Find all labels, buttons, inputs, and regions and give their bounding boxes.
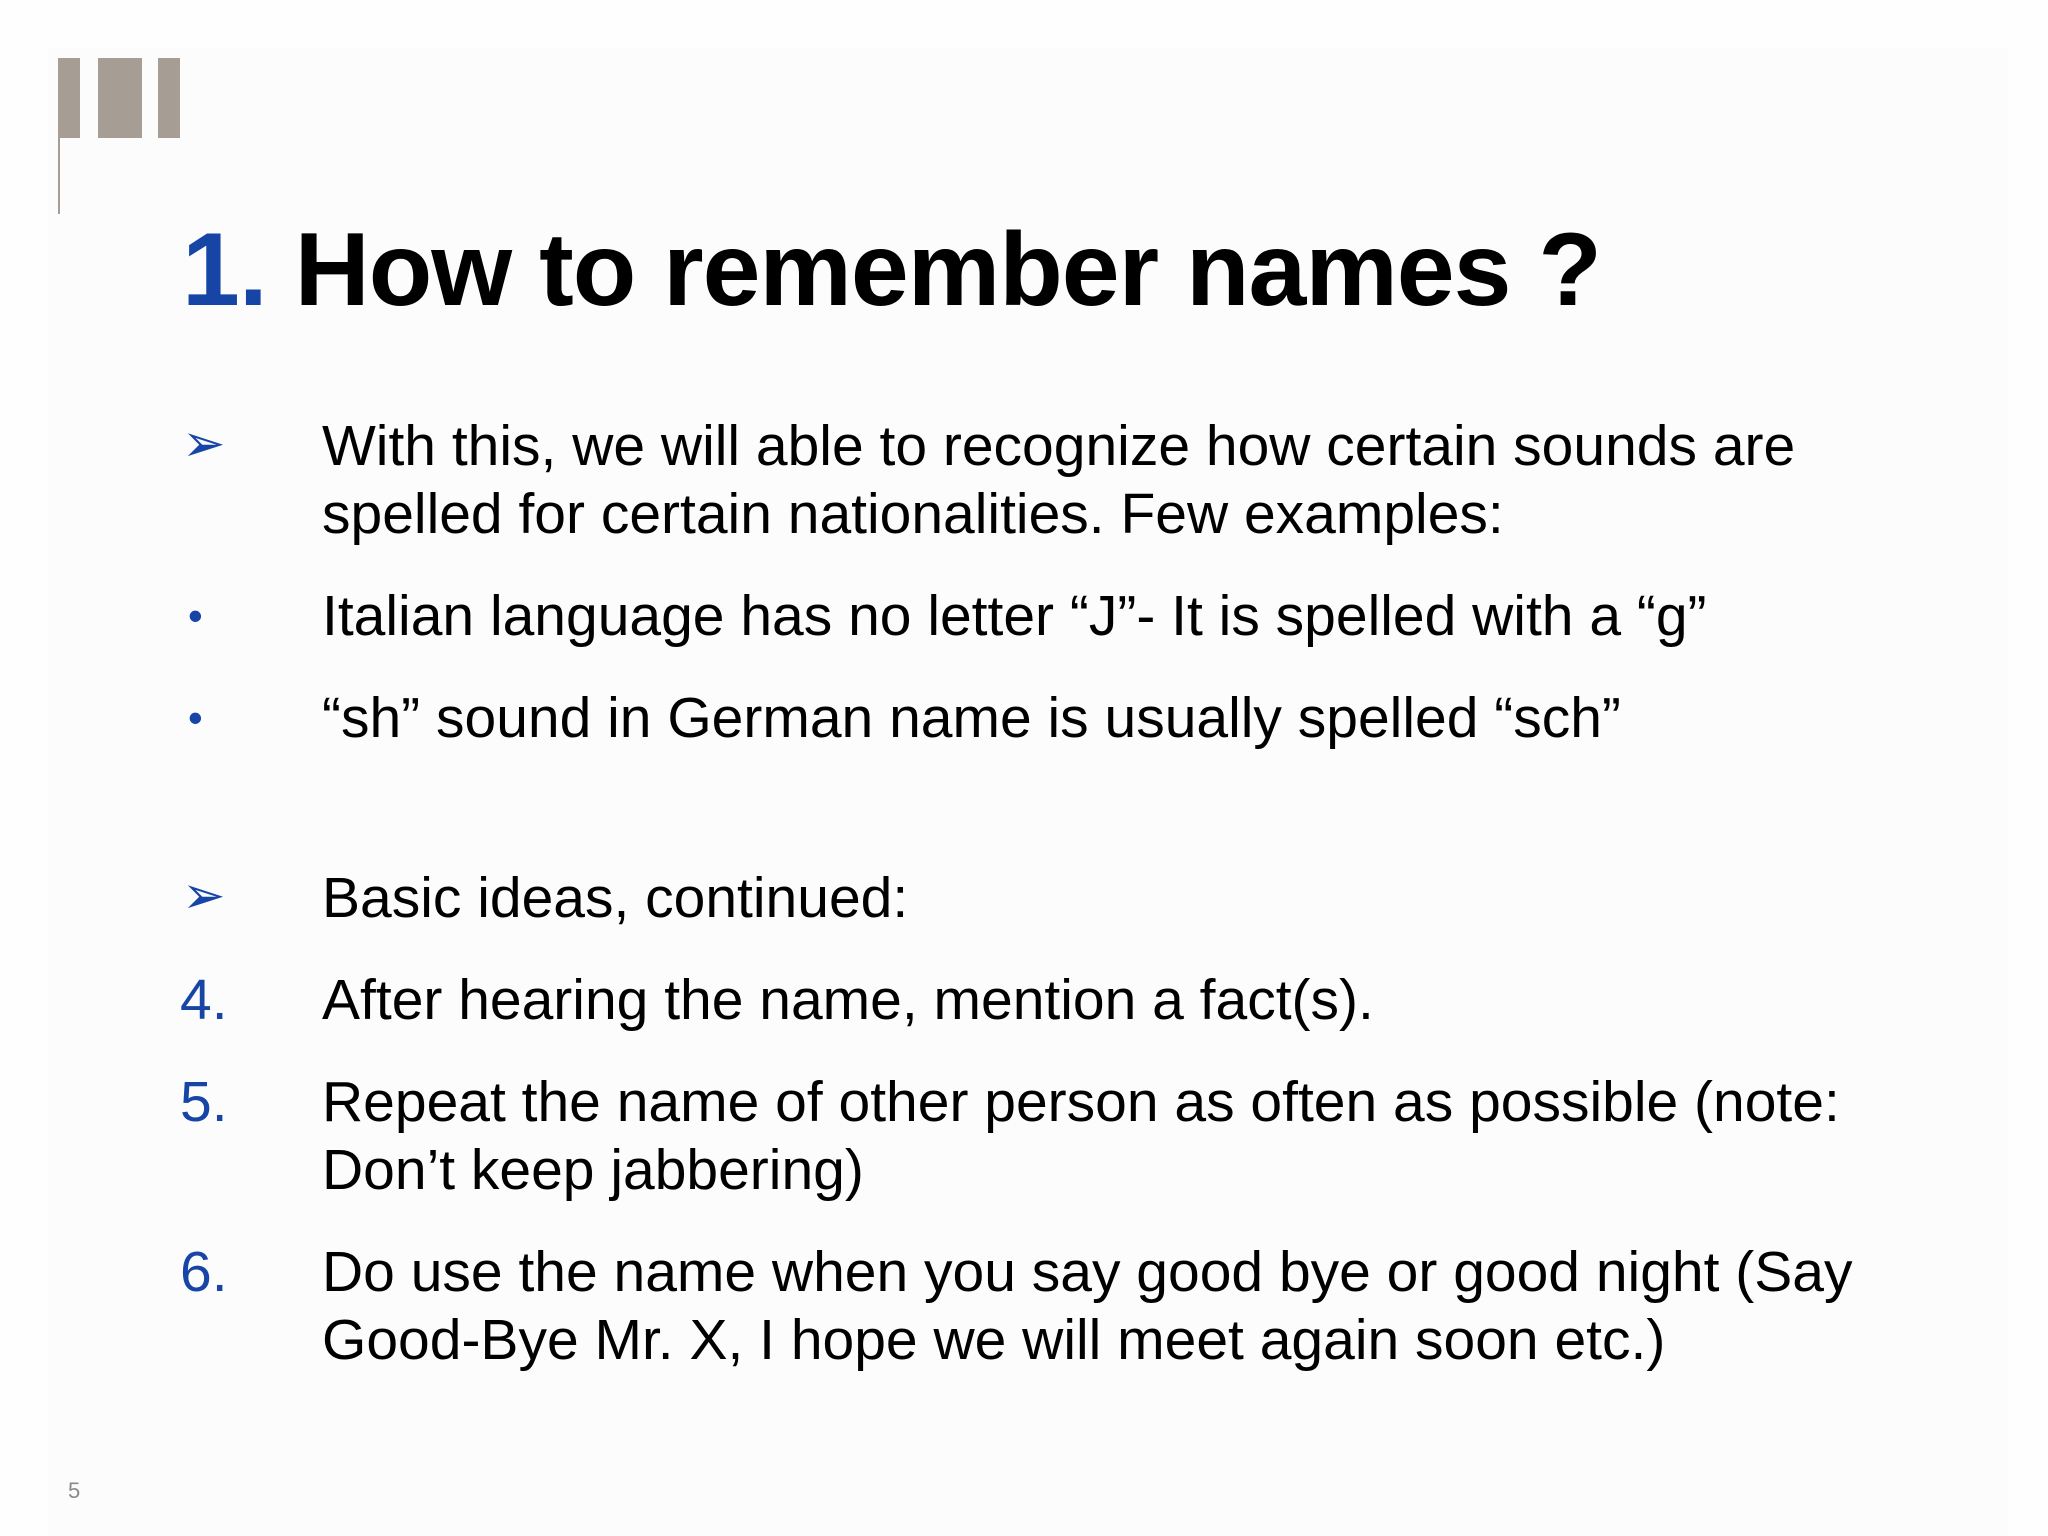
arrow-bullet-icon: ➢ <box>182 415 226 473</box>
dot-bullet-icon: • <box>188 592 203 639</box>
item-text-line: Repeat the name of other person as often as possible (note: <box>322 1070 1840 1134</box>
item-number: 4. <box>180 968 228 1032</box>
arrow-bullet-icon: ➢ <box>182 867 226 925</box>
item-text-line: spelled for certain nationalities. Few examples: <box>322 482 1504 546</box>
list-item <box>180 864 1900 932</box>
bullet-list <box>180 412 1900 1408</box>
item-text-line: “sh” sound in German name is usually spelled “sch” <box>322 686 1621 750</box>
item-text-line: Don’t keep jabbering) <box>322 1138 864 1202</box>
list-item <box>180 412 1900 548</box>
title-number: 1. <box>182 212 267 328</box>
slide-title <box>182 210 1601 330</box>
list-item <box>180 684 1900 752</box>
item-text-line: Good-Bye Mr. X, I hope we will meet again soon etc.) <box>322 1308 1666 1372</box>
item-text-line: Basic ideas, continued: <box>322 866 909 930</box>
item-text-line: Italian language has no letter “J”- It is spelled with a “g” <box>322 584 1707 648</box>
logo-bar <box>158 58 180 138</box>
list-item <box>180 966 1900 1034</box>
item-text-line: Do use the name when you say good bye or good night (Say <box>322 1240 1853 1304</box>
logo-bar <box>58 58 80 138</box>
item-number: 6. <box>180 1240 228 1304</box>
logo-line <box>58 138 60 214</box>
item-text-line: With this, we will able to recognize how certain sounds are <box>322 414 1796 478</box>
title-text: How to remember names ? <box>294 212 1601 328</box>
item-text-line: After hearing the name, mention a fact(s). <box>322 968 1374 1032</box>
logo-bar <box>98 58 142 138</box>
list-item <box>180 1068 1900 1204</box>
list-item <box>180 1238 1900 1374</box>
item-number: 5. <box>180 1070 228 1134</box>
page-number: 5 <box>68 1478 81 1503</box>
list-item <box>180 582 1900 650</box>
dot-bullet-icon: • <box>188 694 203 741</box>
